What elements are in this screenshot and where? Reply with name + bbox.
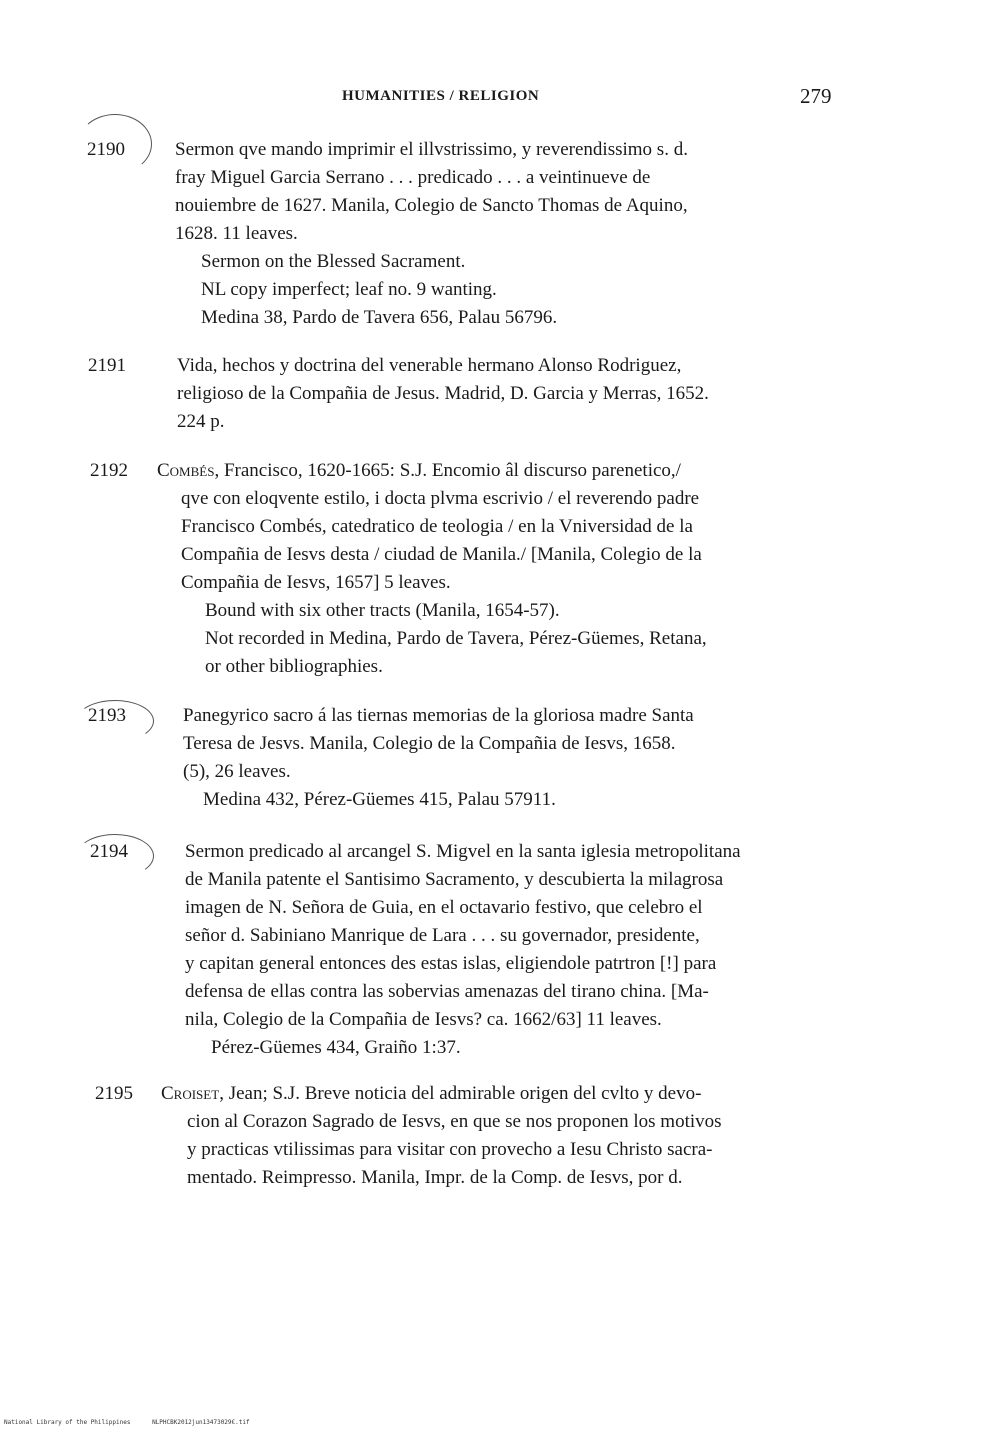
entry-number: 2193 [88,705,126,726]
entry-line: Sermon predicado al arcangel S. Migvel en la santa iglesia metropolitana [185,841,741,862]
entry-number: 2191 [88,355,126,376]
entry-note: Not recorded in Medina, Pardo de Tavera, Pérez-Güemes, Retana, [205,628,707,649]
entry-line: 224 p. [177,411,225,432]
entry-line: nila, Colegio de la Compañia de Iesvs? ca. 1662/63] 11 leaves. [185,1009,662,1030]
entry-line: Panegyrico sacro á las tiernas memorias de la gloriosa madre Santa [183,705,694,726]
entry-body [185,838,850,1062]
entry-line: y capitan general entonces des estas islas, eligiendole patrtron [!] para [185,953,717,974]
entry-note: Pérez-Güemes 434, Graiño 1:37. [211,1037,461,1058]
entry-note: Medina 38, Pardo de Tavera 656, Palau 56796. [201,307,558,328]
entry-line: señor d. Sabiniano Manrique de Lara . . . su governador, presidente, [185,925,700,946]
entry-line: Compañia de Iesvs, 1657] 5 leaves. [181,572,451,593]
entry-line: Sermon qve mando imprimir el illvstrissimo, y reverendissimo s. d. [175,139,688,160]
entry-line: Compañia de Iesvs desta / ciudad de Manila./ [Manila, Colegio de la [181,544,702,565]
entry-note: NL copy imperfect; leaf no. 9 wanting. [201,279,497,300]
entry-line-rest: , Jean; S.J. Breve noticia del admirable origen del cvlto y devo- [219,1083,702,1104]
entry-line: Francisco Combés, catedratico de teologia / en la Vniversidad de la [181,516,693,537]
entry-body [183,702,848,814]
entry-number: 2194 [90,841,128,862]
entry-note: Medina 432, Pérez-Güemes 415, Palau 57911. [203,789,556,810]
footer-library: National Library of the Philippines [4,1419,131,1426]
entry-line: nouiembre de 1627. Manila, Colegio de Sancto Thomas de Aquino, [175,195,688,216]
entry-line: Vida, hechos y doctrina del venerable hermano Alonso Rodriguez, [177,355,682,376]
entry-line: fray Miguel Garcia Serrano . . . predicado . . . a veintinueve de [175,167,651,188]
entry-line: 1628. 11 leaves. [175,223,298,244]
entry-body [175,136,845,332]
entry-line: qve con eloqvente estilo, i docta plvma escrivio / el reverendo padre [181,488,700,509]
entry-note: Bound with six other tracts (Manila, 1654-57). [205,600,560,621]
entry-number: 2192 [90,460,128,481]
entry-line-rest: , Francisco, 1620-1665: S.J. Encomio âl discurso parenetico,/ [214,460,681,481]
entry-line [161,1080,851,1108]
running-head: HUMANITIES / RELIGION [342,88,540,104]
entry-number: 2195 [95,1083,133,1104]
entry-line: y practicas vtilissimas para visitar con provecho a Iesu Christo sacra- [187,1139,713,1160]
footer-file-id: NLPHCBK2012jun13473029€.tif [152,1419,250,1426]
entry-note: or other bibliographies. [205,656,383,677]
entry-number: 2190 [87,139,125,160]
entry-author: Combés [157,460,215,481]
entry-line: imagen de N. Señora de Guia, en el octavario festivo, que celebro el [185,897,703,918]
entry-body [161,1080,851,1192]
scan-footer [4,1419,268,1426]
entry-body [177,352,847,436]
entry-author: Croiset [161,1083,220,1104]
entry-line: religioso de la Compañia de Jesus. Madrid, D. Garcia y Merras, 1652. [177,383,709,404]
entry-body [157,457,847,681]
entry-line: cion al Corazon Sagrado de Iesvs, en que se nos proponen los motivos [187,1111,722,1132]
entry-line: (5), 26 leaves. [183,761,291,782]
entry-line [157,457,847,485]
entry-note: Sermon on the Blessed Sacrament. [201,251,466,272]
entry-line: Teresa de Jesvs. Manila, Colegio de la Compañia de Iesvs, 1658. [183,733,676,754]
entry-line: mentado. Reimpresso. Manila, Impr. de la Comp. de Iesvs, por d. [187,1167,683,1188]
entry-line: defensa de ellas contra las sobervias amenazas del tirano china. [Ma- [185,981,709,1002]
entry-line: de Manila patente el Santisimo Sacramento, y descubierta la milagrosa [185,869,724,890]
page-number: 279 [800,84,832,108]
